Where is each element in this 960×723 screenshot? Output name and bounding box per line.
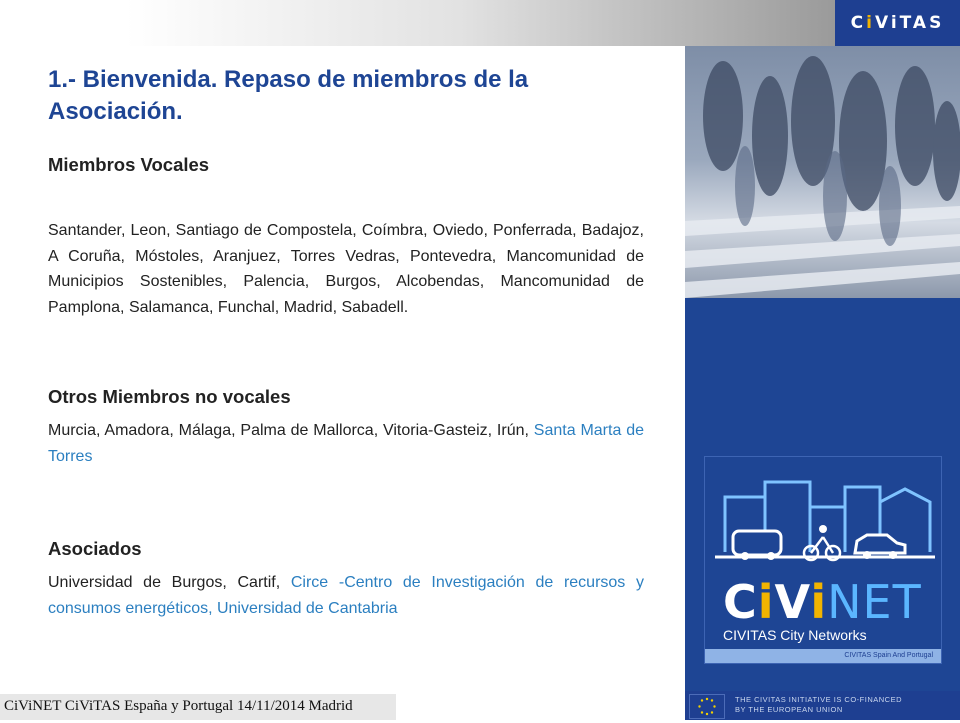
eu-cofinancing-bar [685,691,960,720]
asociados-text: Universidad de Burgos, Cartif, [48,574,291,591]
circe-link[interactable]: Circe -Centro de Investigación de recursos y consumos energéticos, Universidad de Cantabria [48,574,644,617]
heading-no-vocales: Otros Miembros no vocales [48,386,291,407]
civinet-subtitle: CIVITAS City Networks [723,627,867,643]
pedestrians-photo [685,46,960,298]
heading-miembros-vocales: Miembros Vocales [48,154,210,175]
civinet-strip: CIVITAS Spain And Portugal [705,649,941,663]
civinet-skyline-illustration [705,457,941,577]
no-vocales-list [48,418,644,469]
slide-footer: CiViNET CiViTAS España y Portugal 14/11/2014 Madrid [0,694,396,720]
santa-marta-link[interactable]: Santa Marta de Torres [48,422,644,465]
vocales-list: Santander, Leon, Santiago de Compostela, Coímbra, Oviedo, Ponferrada, Badajoz, A Coruña, Móstoles, Aranjuez, Torres Vedras, Pontevedra, Mancomunidad de Municipios Sostenibles, Palencia, Burgos, Alcobendas, Mancomunidad de Pamplona, Salamanca, Funchal, Madrid, Sabadell. [48,222,644,316]
civinet-logo [704,456,942,664]
civitas-brand-logo: CiViTAS [835,0,960,46]
heading-asociados: Asociados [48,538,142,559]
slide-title: 1.- Bienvenida. Repaso de miembros de la Asociación. [48,66,529,125]
eu-cofinancing-text: THE CIVITAS INITIATIVE IS CO-FINANCED BY THE EUROPEAN UNION [735,695,902,714]
eu-flag-icon [689,694,725,719]
no-vocales-text: Murcia, Amadora, Málaga, Palma de Mallorca, Vitoria-Gasteiz, Irún, [48,422,534,439]
top-gradient-bar [0,0,835,46]
civinet-wordmark: CiViNET [723,575,922,629]
asociados-list [48,570,644,621]
